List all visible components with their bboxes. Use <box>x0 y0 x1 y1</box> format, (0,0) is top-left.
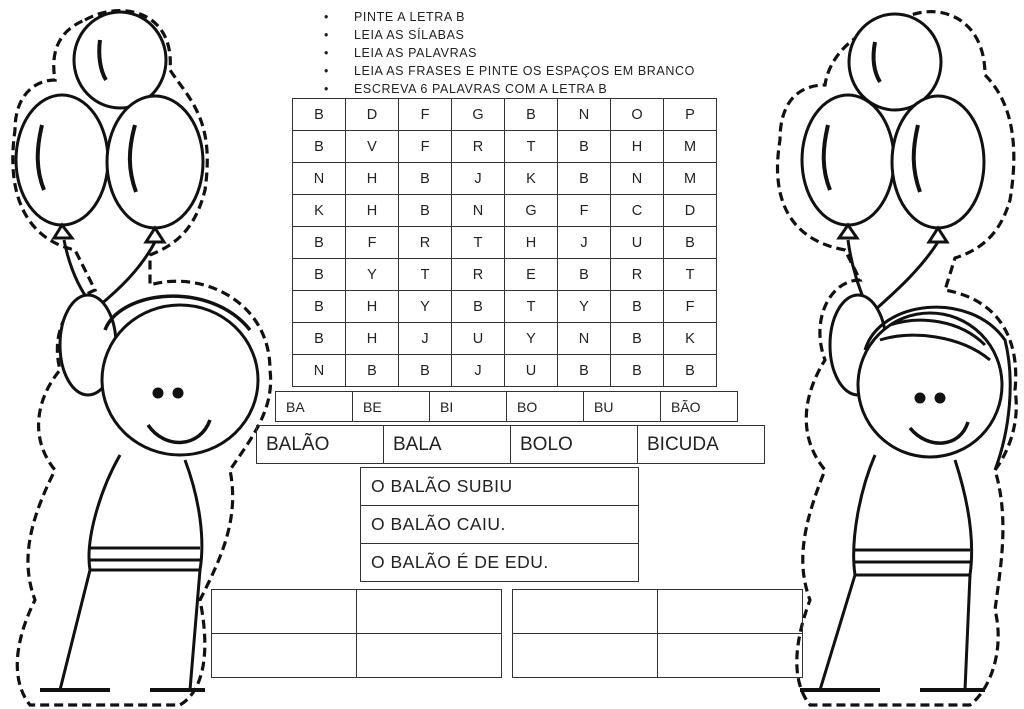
grid-cell[interactable]: H <box>346 291 399 323</box>
grid-cell[interactable]: U <box>452 323 505 355</box>
syllables-table <box>275 391 738 422</box>
grid-cell[interactable]: B <box>293 131 346 163</box>
grid-cell[interactable]: T <box>452 227 505 259</box>
instruction-item: • LEIA AS SÍLABAS <box>322 26 695 44</box>
grid-cell[interactable]: T <box>399 259 452 291</box>
writing-box[interactable] <box>212 634 357 678</box>
grid-cell[interactable]: F <box>346 227 399 259</box>
writing-boxes-right <box>512 589 803 678</box>
grid-cell[interactable]: J <box>399 323 452 355</box>
grid-cell[interactable]: B <box>664 355 717 387</box>
grid-cell[interactable]: N <box>293 355 346 387</box>
grid-cell[interactable]: R <box>452 131 505 163</box>
syllable-cell: BÃO <box>661 392 738 422</box>
girl-with-balloons-illustration <box>770 0 1024 709</box>
writing-row <box>513 634 803 678</box>
grid-cell[interactable]: R <box>452 259 505 291</box>
words-table <box>256 425 765 464</box>
grid-row <box>293 163 717 195</box>
instruction-item: • ESCREVA 6 PALAVRAS COM A LETRA B <box>322 80 695 98</box>
grid-cell[interactable]: F <box>399 99 452 131</box>
grid-row <box>293 291 717 323</box>
grid-cell[interactable]: N <box>452 195 505 227</box>
writing-box[interactable] <box>513 634 658 678</box>
grid-cell[interactable]: B <box>399 195 452 227</box>
grid-cell[interactable]: C <box>611 195 664 227</box>
grid-cell[interactable]: Y <box>505 323 558 355</box>
word-cell: BALÃO <box>257 426 384 464</box>
grid-cell[interactable]: B <box>399 355 452 387</box>
grid-cell[interactable]: U <box>505 355 558 387</box>
sentence-cell: O BALÃO É DE EDU. <box>361 544 639 582</box>
instruction-item: • PINTE A LETRA B <box>322 8 695 26</box>
writing-box[interactable] <box>212 590 357 634</box>
grid-row <box>293 259 717 291</box>
grid-cell[interactable]: V <box>346 131 399 163</box>
grid-cell[interactable]: H <box>611 131 664 163</box>
grid-cell[interactable]: P <box>664 99 717 131</box>
grid-cell[interactable]: J <box>452 355 505 387</box>
grid-cell[interactable]: O <box>611 99 664 131</box>
writing-row <box>513 590 803 634</box>
grid-cell[interactable]: G <box>452 99 505 131</box>
writing-box[interactable] <box>658 634 803 678</box>
syllable-cell: BU <box>584 392 661 422</box>
writing-row <box>212 634 502 678</box>
writing-row <box>212 590 502 634</box>
word-cell: BOLO <box>511 426 638 464</box>
grid-cell[interactable]: B <box>611 355 664 387</box>
grid-cell[interactable]: R <box>611 259 664 291</box>
grid-cell[interactable]: G <box>505 195 558 227</box>
grid-cell[interactable]: N <box>558 323 611 355</box>
grid-cell[interactable]: D <box>664 195 717 227</box>
grid-cell[interactable]: K <box>293 195 346 227</box>
grid-cell[interactable]: B <box>346 355 399 387</box>
grid-cell[interactable]: K <box>505 163 558 195</box>
grid-cell[interactable]: E <box>505 259 558 291</box>
grid-cell[interactable]: B <box>558 259 611 291</box>
grid-cell[interactable]: B <box>611 323 664 355</box>
grid-cell[interactable]: N <box>558 99 611 131</box>
writing-box[interactable] <box>357 634 502 678</box>
syllable-cell: BE <box>353 392 430 422</box>
grid-row <box>293 355 717 387</box>
grid-cell[interactable]: J <box>452 163 505 195</box>
grid-cell[interactable]: Y <box>399 291 452 323</box>
grid-cell[interactable]: B <box>293 259 346 291</box>
grid-cell[interactable]: B <box>505 99 558 131</box>
sentence-row <box>361 544 639 582</box>
grid-cell[interactable]: B <box>558 163 611 195</box>
grid-cell[interactable]: T <box>664 259 717 291</box>
grid-cell[interactable]: M <box>664 163 717 195</box>
grid-cell[interactable]: D <box>346 99 399 131</box>
grid-cell[interactable]: U <box>611 227 664 259</box>
grid-cell[interactable]: B <box>558 355 611 387</box>
grid-cell[interactable]: M <box>664 131 717 163</box>
grid-row <box>293 99 717 131</box>
grid-cell[interactable]: J <box>558 227 611 259</box>
writing-box[interactable] <box>658 590 803 634</box>
grid-cell[interactable]: T <box>505 131 558 163</box>
grid-cell[interactable]: Y <box>558 291 611 323</box>
grid-row <box>293 323 717 355</box>
grid-cell[interactable]: B <box>293 99 346 131</box>
sentence-row <box>361 468 639 506</box>
grid-cell[interactable]: B <box>452 291 505 323</box>
grid-cell[interactable]: B <box>399 163 452 195</box>
sentence-cell: O BALÃO SUBIU <box>361 468 639 506</box>
instructions-list <box>322 8 695 98</box>
grid-cell[interactable]: F <box>399 131 452 163</box>
syllables-row <box>276 392 738 422</box>
writing-box[interactable] <box>357 590 502 634</box>
grid-cell[interactable]: F <box>558 195 611 227</box>
sentences-table <box>360 467 639 582</box>
grid-row <box>293 131 717 163</box>
grid-cell[interactable]: R <box>399 227 452 259</box>
grid-cell[interactable]: B <box>293 323 346 355</box>
word-cell: BICUDA <box>638 426 765 464</box>
letter-grid <box>292 98 717 387</box>
sentence-row <box>361 506 639 544</box>
words-row <box>257 426 765 464</box>
grid-cell[interactable]: H <box>346 195 399 227</box>
grid-cell[interactable]: N <box>611 163 664 195</box>
instruction-item: • LEIA AS FRASES E PINTE OS ESPAÇOS EM BRANCO <box>322 62 695 80</box>
grid-cell[interactable]: B <box>611 291 664 323</box>
syllable-cell: BI <box>430 392 507 422</box>
grid-cell[interactable]: B <box>293 227 346 259</box>
grid-cell[interactable]: B <box>293 291 346 323</box>
grid-cell[interactable]: B <box>664 227 717 259</box>
grid-cell[interactable]: T <box>505 291 558 323</box>
syllable-cell: BO <box>507 392 584 422</box>
grid-cell[interactable]: K <box>664 323 717 355</box>
writing-boxes-left <box>211 589 502 678</box>
grid-cell[interactable]: H <box>346 163 399 195</box>
syllable-cell: BA <box>276 392 353 422</box>
grid-row <box>293 227 717 259</box>
grid-cell[interactable]: H <box>346 323 399 355</box>
sentence-cell: O BALÃO CAIU. <box>361 506 639 544</box>
instruction-item: • LEIA AS PALAVRAS <box>322 44 695 62</box>
grid-cell[interactable]: N <box>293 163 346 195</box>
grid-cell[interactable]: H <box>505 227 558 259</box>
grid-cell[interactable]: B <box>558 131 611 163</box>
word-cell: BALA <box>384 426 511 464</box>
grid-cell[interactable]: F <box>664 291 717 323</box>
grid-row <box>293 195 717 227</box>
grid-cell[interactable]: Y <box>346 259 399 291</box>
writing-box[interactable] <box>513 590 658 634</box>
